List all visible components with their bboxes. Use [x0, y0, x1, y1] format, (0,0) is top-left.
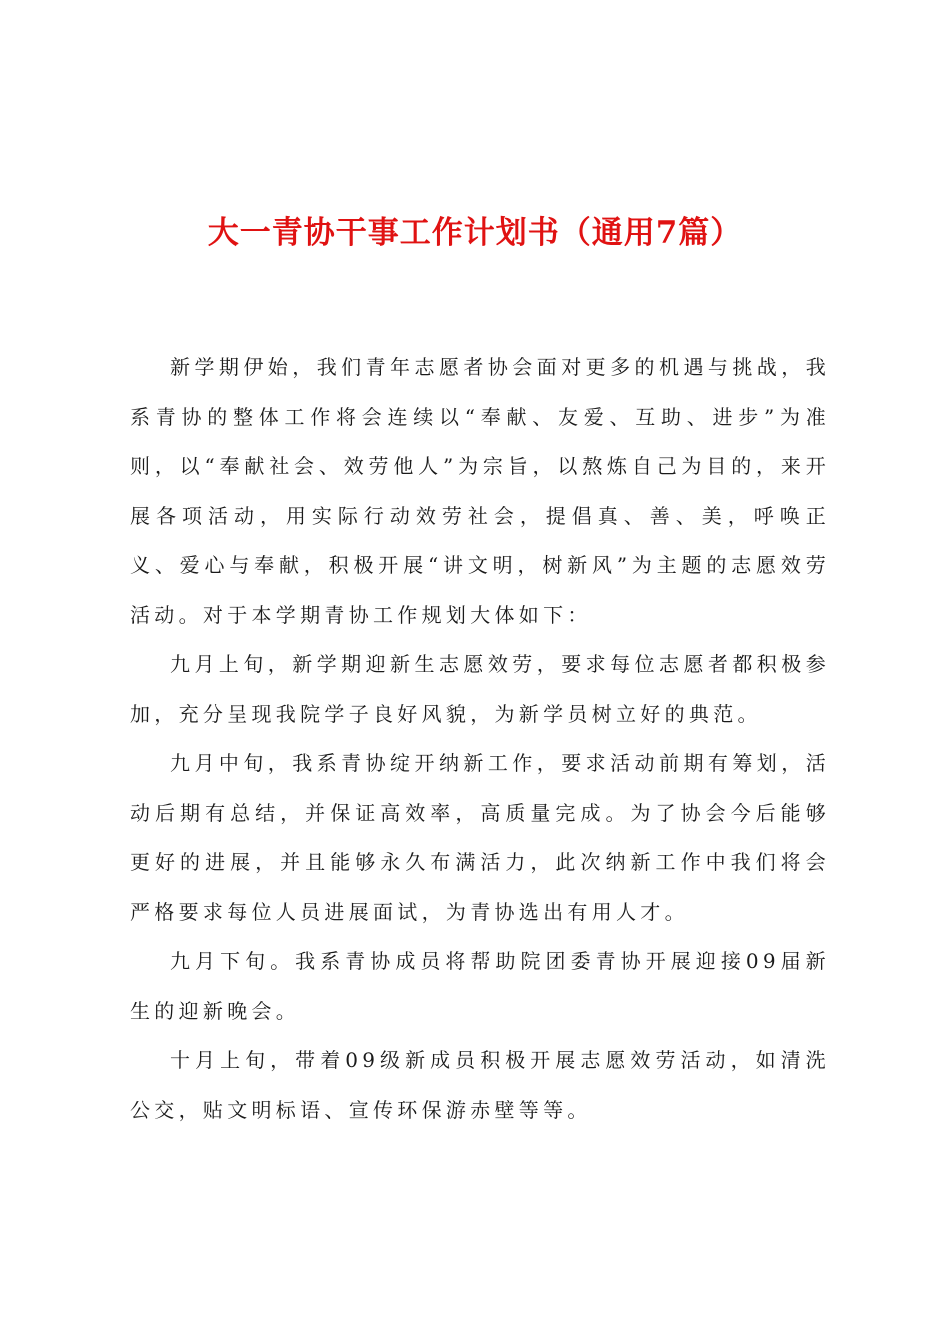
- paragraph-september-late: 九月下旬。我系青协成员将帮助院团委青协开展迎接09届新生的迎新晚会。: [130, 949, 830, 1023]
- document-title: 大一青协干事工作计划书（通用7篇）: [207, 215, 743, 251]
- paragraph-september-early: 九月上旬，新学期迎新生志愿效劳，要求每位志愿者都积极参加，充分呈现我院学子良好风貌，为新学员树立好的典范。: [130, 652, 830, 726]
- paragraph-intro: 新学期伊始，我们青年志愿者协会面对更多的机遇与挑战，我系青协的整体工作将会连续以“奉献、友爱、互助、进步”为准则，以“奉献社会、效劳他人”为宗旨，以熬炼自己为目的，来开展各项活动，用实际行动效劳社会，提倡真、善、美，呼唤正义、爱心与奉献，积极开展“讲文明，树新风”为主题的志愿效劳活动。对于本学期青协工作规划大体如下：: [130, 355, 830, 627]
- paragraph-september-mid: 九月中旬，我系青协绽开纳新工作，要求活动前期有筹划，活动后期有总结，并保证高效率，高质量完成。为了协会今后能够更好的进展，并且能够永久布满活力，此次纳新工作中我们将会严格要求每位人员进展面试，为青协选出有用人才。: [130, 751, 830, 924]
- paragraph-october-early: 十月上旬，带着09级新成员积极开展志愿效劳活动，如清洗公交，贴文明标语、宣传环保游赤壁等等。: [130, 1048, 830, 1122]
- document-body: [130, 343, 830, 1135]
